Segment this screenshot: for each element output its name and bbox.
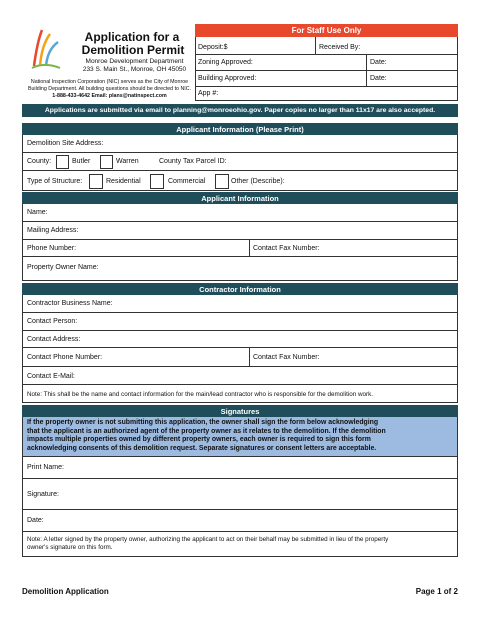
date-row[interactable] <box>22 510 458 532</box>
staff-col-divider <box>366 54 367 86</box>
parcel-id-field[interactable]: County Tax Parcel ID: <box>159 158 227 165</box>
contractor-note: Note: This shall be the name and contact information for the main/lead contractor who is responsible for the demolition work. <box>27 391 374 398</box>
building-date-field[interactable]: Date: <box>370 75 387 82</box>
warren-label: Warren <box>116 158 139 165</box>
person-row[interactable] <box>22 313 458 331</box>
staff-row-divider <box>195 54 458 55</box>
structure-label: Type of Structure: <box>27 178 83 185</box>
phone-field[interactable]: Phone Number: <box>27 245 77 252</box>
contractor-phone-field[interactable]: Contact Phone Number: <box>27 354 103 361</box>
nic-contact: 1-888-433-4642 Email: plans@natinspect.com <box>52 93 167 99</box>
print-name-label: Print Name: <box>27 464 64 471</box>
city-logo <box>28 26 62 72</box>
mailing-row[interactable] <box>22 222 458 240</box>
staff-col-divider <box>315 37 316 54</box>
footer-left: Demolition Application <box>22 587 109 596</box>
contractor-fax-field[interactable]: Contact Fax Number: <box>253 354 320 361</box>
phone-row <box>22 240 458 257</box>
signature-notice-line4: acknowledging consents of this demolition request. Separate signatures or consent letters are acceptable. <box>27 444 377 452</box>
residential-label: Residential <box>106 178 141 185</box>
email-label: Contact E-Mail: <box>27 373 75 380</box>
dept-line2: 233 S. Main St., Monroe, OH 45050 <box>82 66 187 73</box>
nic-line2: Building Department. All building questions should be directed to NIC. <box>27 86 192 92</box>
signature-row[interactable] <box>22 479 458 510</box>
name-label: Name: <box>27 209 48 216</box>
applicant-info-heading: Applicant Information <box>22 192 458 204</box>
submission-notice: Applications are submitted via email to planning@monroeohio.gov. Paper copies no larger than 11x17 are also accepted. <box>22 104 458 117</box>
owner-label: Property Owner Name: <box>27 264 99 271</box>
business-label: Contractor Business Name: <box>27 300 113 307</box>
deposit-field[interactable]: Deposit:$ <box>198 44 228 51</box>
dept-line1: Monroe Development Department <box>85 58 184 65</box>
email-row[interactable] <box>22 367 458 385</box>
applicant-info-print-heading: Applicant Information (Please Print) <box>22 123 458 135</box>
received-by-field[interactable]: Received By: <box>319 44 361 51</box>
signature-notice <box>22 417 458 457</box>
butler-label: Butler <box>72 158 91 165</box>
form-title-line1: Application for a <box>84 30 180 44</box>
signature-notice-line1: If the property owner is not submitting this application, the owner shall sign the form below acknowledging <box>27 419 379 426</box>
other-describe-label[interactable]: Other (Describe): <box>231 178 285 185</box>
contractor-phone-divider <box>249 348 250 367</box>
contractor-heading: Contractor Information <box>22 283 458 295</box>
print-name-row[interactable] <box>22 457 458 479</box>
zoning-date-field[interactable]: Date: <box>370 59 387 66</box>
signature-note-line1: Note: A letter signed by the property owner, authorizing the applicant to act on their behalf may be submitted in lieu of the property <box>27 536 389 543</box>
building-approved-field[interactable]: Building Approved: <box>198 75 257 82</box>
county-label: County: <box>27 158 52 165</box>
app-number-field[interactable]: App #: <box>198 90 219 97</box>
phone-divider <box>249 240 250 257</box>
zoning-approved-field[interactable]: Zoning Approved: <box>198 59 253 66</box>
signatures-heading: Signatures <box>22 405 458 417</box>
commercial-label: Commercial <box>168 178 206 185</box>
staff-row-divider <box>195 70 458 71</box>
staff-row-divider <box>195 86 458 87</box>
mailing-label: Mailing Address: <box>27 227 79 234</box>
address-row[interactable] <box>22 331 458 348</box>
address-label: Contact Address: <box>27 336 81 343</box>
site-address-label: Demolition Site Address: <box>27 140 104 147</box>
fax-field[interactable]: Contact Fax Number: <box>253 245 320 252</box>
residential-checkbox[interactable] <box>89 174 103 189</box>
staff-use-header: For Staff Use Only <box>195 24 458 37</box>
nic-line1: National Inspection Corporation (NIC) serves as the City of Monroe <box>30 79 189 85</box>
other-checkbox[interactable] <box>215 174 229 189</box>
signature-notice-line3: impacts multiple properties owned by different property owners, each owner is required to sign this form <box>27 436 371 444</box>
footer-page-number: Page 1 of 2 <box>415 587 458 596</box>
person-label: Contact Person: <box>27 318 78 325</box>
commercial-checkbox[interactable] <box>150 174 164 189</box>
form-title-line2: Demolition Permit <box>81 43 185 57</box>
butler-checkbox[interactable] <box>56 155 69 169</box>
signature-notice-line2: that the applicant is an authorized agent of the property owner as it relates to the demolition. If the demolition <box>27 427 386 435</box>
signature-note-line2: owner's signature on this form. <box>27 544 113 551</box>
date-label: Date: <box>27 517 44 524</box>
warren-checkbox[interactable] <box>100 155 113 169</box>
name-row[interactable] <box>22 204 458 222</box>
signature-label: Signature: <box>27 491 59 498</box>
